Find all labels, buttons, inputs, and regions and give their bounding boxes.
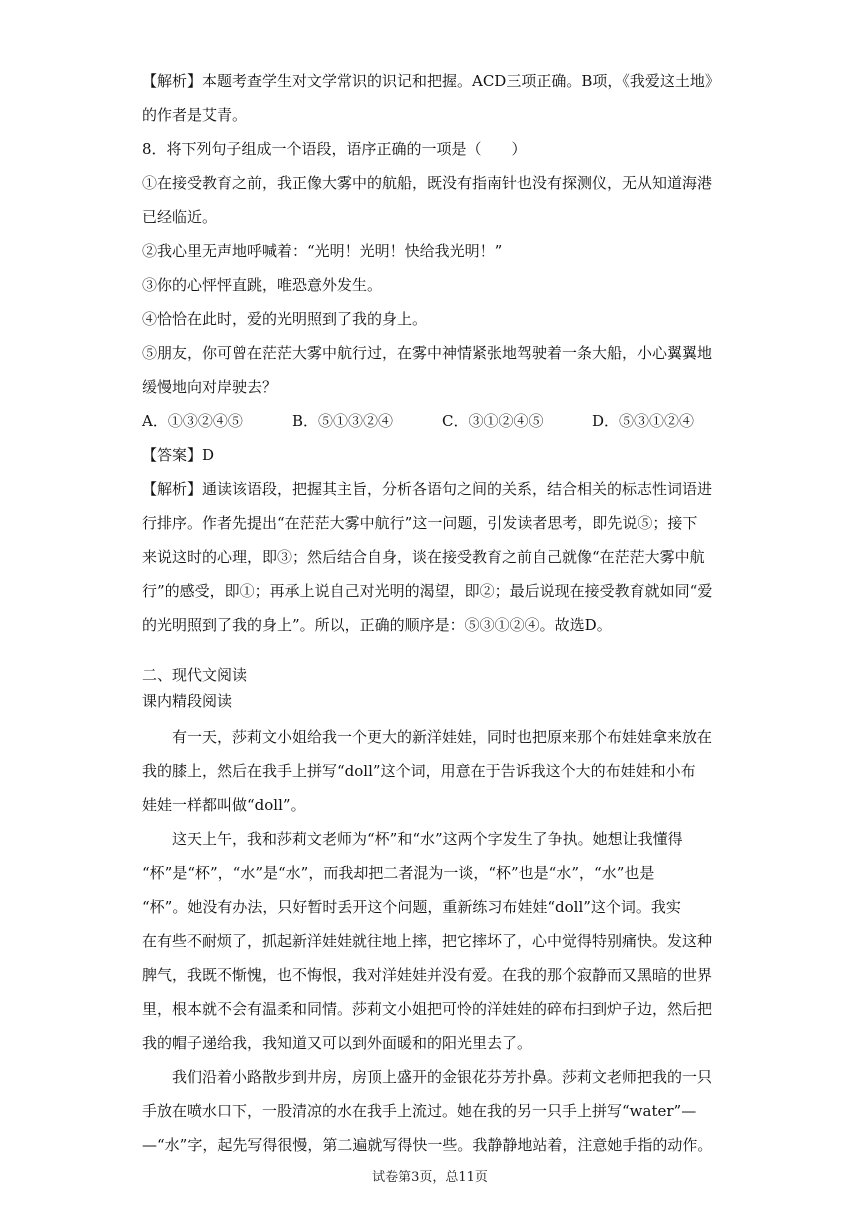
sentence-5: ⑤朋友，你可曾在茫茫大雾中航行过，在雾中神情紧张地驾驶着一条大船，小心翼翼地 [142, 344, 713, 362]
sentence-1: ①在接受教育之前，我正像大雾中的航船，既没有指南针也没有探测仪，无从知道海港 [142, 174, 713, 192]
sentence-4: ④恰恰在此时，爱的光明照到了我的身上。 [142, 310, 428, 328]
section-2-header [142, 662, 722, 714]
passage-line: 这天上午，我和莎莉文老师为“杯”和“水”这两个字发生了争执。她想让我懂得 [172, 830, 683, 848]
passage-line: 里，根本就不会有温柔和同情。莎莉文小姐把可怜的洋娃娃的碎布扫到炉子边，然后把 [142, 1000, 713, 1018]
option-b: B．⑤①③②④ [292, 412, 394, 430]
sentence-5-continued: 缓慢地向对岸驶去？ [142, 378, 278, 396]
page-content [142, 64, 722, 1162]
passage-paragraph-3 [142, 1060, 722, 1162]
passage-line: —“水”字，起先写得很慢，第二遍就写得快一些。我静静地站着，注意她手指的动作。 [142, 1136, 713, 1154]
section-gap [142, 642, 722, 662]
sentence-1-continued: 已经临近。 [142, 208, 218, 226]
answer-line: 【答案】D [142, 446, 215, 464]
option-d: D．⑤③①②④ [592, 412, 695, 430]
option-a: A．①③②④⑤ [142, 412, 243, 430]
question8 [142, 132, 722, 642]
analysis-line: 的作者是艾青。 [142, 106, 248, 124]
option-c: C．③①②④⑤ [442, 412, 544, 430]
section-subtitle: 课内精段阅读 [142, 692, 233, 710]
reading-passage [142, 720, 722, 1162]
passage-line: 我的膝上，然后在我手上拼写“doll”这个词，用意在于告诉我这个大的布娃娃和小布 [142, 762, 696, 780]
passage-line: 有一天，莎莉文小姐给我一个更大的新洋娃娃，同时也把原来那个布娃娃拿来放在 [172, 728, 713, 746]
analysis-line: 的光明照到了我的身上”。所以，正确的顺序是：⑤③①②④。故选D。 [142, 616, 612, 634]
passage-line: 脾气，我既不惭愧，也不悔恨，我对洋娃娃并没有爱。在我的那个寂静而又黑暗的世界 [142, 966, 713, 984]
passage-line: 我们沿着小路散步到井房，房顶上盛开的金银花芬芳扑鼻。莎莉文老师把我的一只 [172, 1068, 713, 1086]
question-stem: 8．将下列句子组成一个语段，语序正确的一项是（ ） [142, 140, 527, 158]
analysis-line: 来说这时的心理，即③；然后结合自身，谈在接受教育之前自己就像“在茫茫大雾中航 [142, 548, 705, 566]
question8-analysis [142, 472, 722, 642]
sentence-3: ③你的心怦怦直跳，唯恐意外发生。 [142, 276, 383, 294]
page-footer: 试卷第3页，总11页 [372, 1170, 488, 1185]
sentence-2: ②我心里无声地呼喊着：“光明！光明！快给我光明！” [142, 242, 503, 260]
answer-options [142, 404, 722, 438]
passage-line: 我的帽子递给我，我知道又可以到外面暖和的阳光里去了。 [142, 1034, 533, 1052]
passage-line: 在有些不耐烦了，抓起新洋娃娃就往地上摔，把它摔坏了，心中觉得特别痛快。发这种 [142, 932, 713, 950]
question7-analysis [142, 64, 722, 132]
analysis-line: 行”的感受，即①；再承上说自己对光明的渴望，即②；最后说现在接受教育就如同“爱 [142, 582, 713, 600]
passage-line: 娃娃一样都叫做“doll”。 [142, 796, 306, 814]
analysis-line: 【解析】本题考查学生对文学常识的识记和把握。ACD三项正确。B项，《我爱这土地》 [142, 72, 720, 90]
passage-line: 手放在喷水口下，一股清凉的水在我手上流过。她在我的另一只手上拼写“water”— [142, 1102, 697, 1120]
analysis-line: 行排序。作者先提出“在茫茫大雾中航行”这一问题，引发读者思考，即先说⑤；接下 [142, 514, 698, 532]
section-title: 二、现代文阅读 [142, 666, 248, 684]
passage-paragraph-1 [142, 720, 722, 822]
passage-line: “杯”是“杯”，“水”是“水”，而我却把二者混为一谈，“杯”也是“水”，“水”也是 [142, 864, 655, 882]
analysis-line: 【解析】通读该语段，把握其主旨，分析各语句之间的关系，结合相关的标志性词语进 [142, 480, 713, 498]
passage-line: “杯”。她没有办法，只好暂时丢开这个问题，重新练习布娃娃“doll”这个词。我实 [142, 898, 681, 916]
passage-paragraph-2 [142, 822, 722, 1060]
